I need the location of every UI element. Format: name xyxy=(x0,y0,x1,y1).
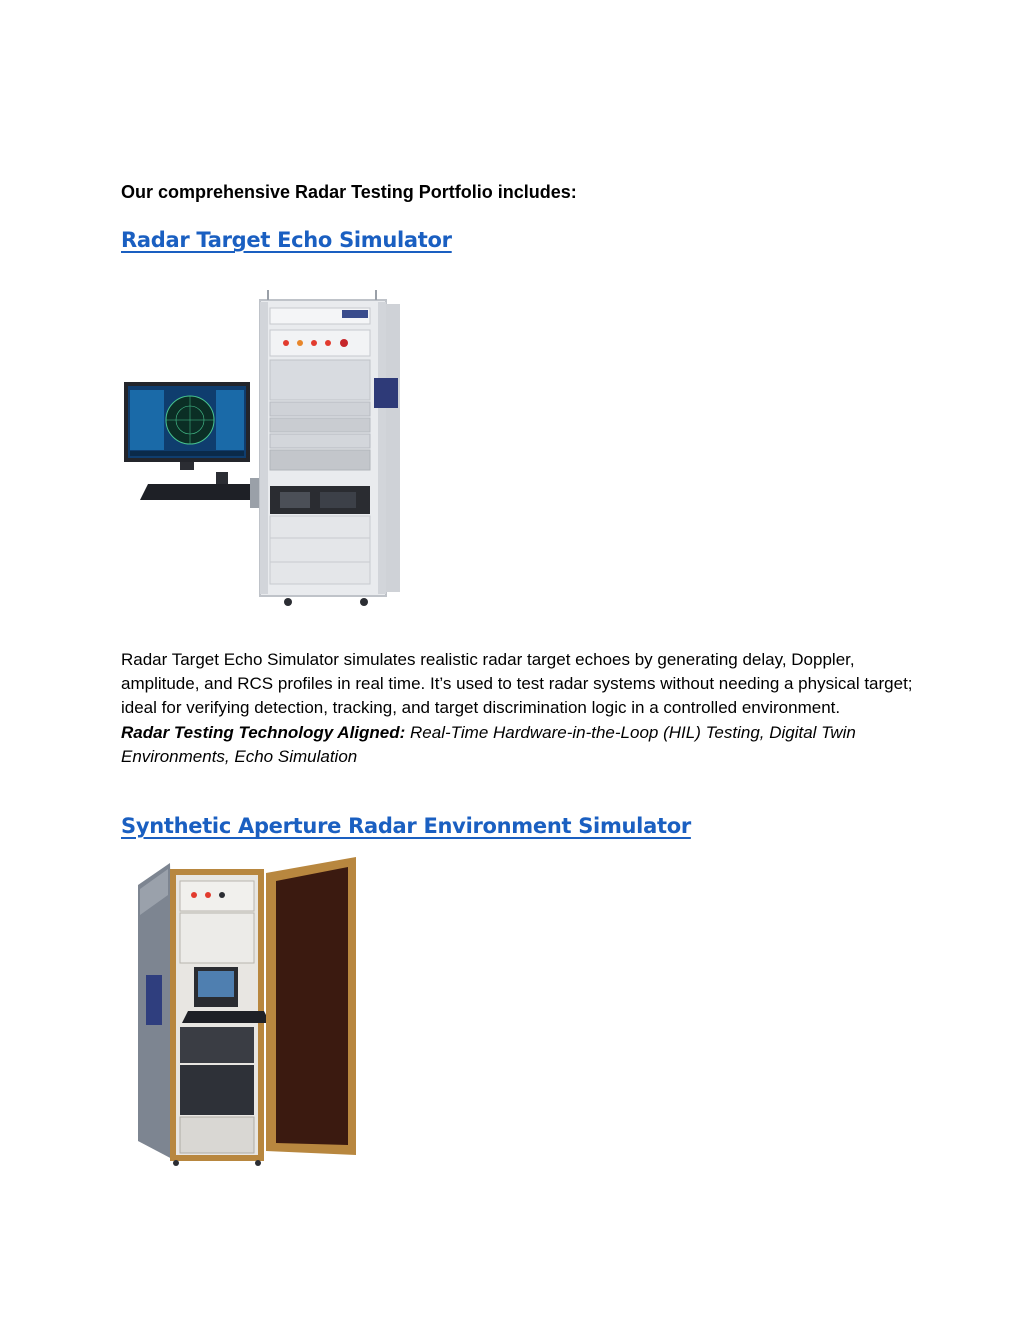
technology-aligned-list: Real-Time Hardware-in-the-Loop (HIL) Testing, Digital Twin Environments, Echo Simulation xyxy=(121,722,856,766)
section-description-radar-target-echo-simulator xyxy=(121,648,921,769)
keyboard-tray-illustration xyxy=(140,472,262,508)
section-title-radar-target-echo-simulator[interactable]: Radar Target Echo Simulator xyxy=(121,228,452,252)
sar-environment-simulator-image xyxy=(136,855,366,1170)
open-rack-cabinet-illustration xyxy=(138,857,356,1166)
section-title-synthetic-aperture-radar-environment-simulator[interactable]: Synthetic Aperture Radar Environment Simulator xyxy=(121,814,691,838)
monitor-illustration xyxy=(124,382,250,470)
technology-aligned-label: Radar Testing Technology Aligned: xyxy=(121,722,406,742)
rack-cabinet-illustration xyxy=(260,290,400,606)
radar-target-echo-simulator-image xyxy=(120,286,405,616)
intro-text: Our comprehensive Radar Testing Portfolio includes: xyxy=(121,182,577,202)
description-text: Radar Target Echo Simulator simulates realistic radar target echoes by generating delay, Doppler, amplitude, and RCS profiles in real time. It’s used to test radar systems without needing a physical target; ideal for verifying detection, tracking, and target discrimination logic in a controlled environment. xyxy=(121,650,913,718)
